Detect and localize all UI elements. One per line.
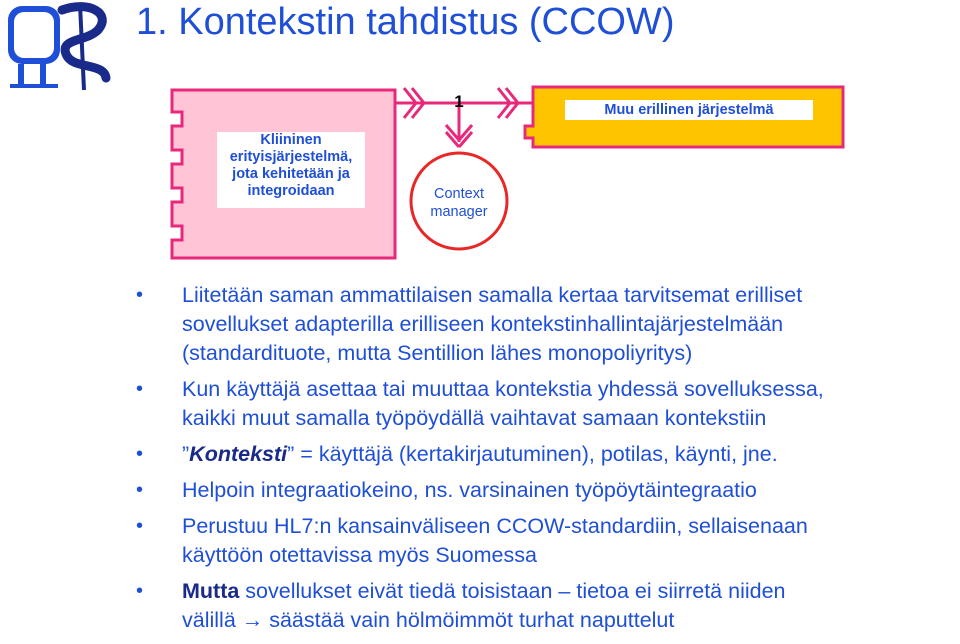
keyword-mutta: Mutta [182,579,240,603]
bullet-text: = käyttäjä (kertakirjautuminen), potilas, käynti, jne. [294,442,778,466]
keyword-konteksti: Konteksti [189,442,288,466]
bullet-line: • Helpoin integraatiokeino, ns. varsinainen työpöytäintegraatio [182,478,757,502]
bullet-line: välillä → säästää vain hölmöimmöt turhat naputtelut [182,608,675,632]
bullet-item [0,476,960,505]
bullet-line: • Perustuu HL7:n kansainväliseen CCOW-standardiin, sellaisenaan [182,514,808,538]
bullet-line: • Kun käyttäjä asettaa tai muuttaa kontekstia yhdessä sovelluksessa, [182,377,824,401]
page-title: 1. Kontekstin tahdistus (CCOW) [136,1,675,43]
left-system-label [217,132,365,208]
bullet-list [0,281,960,642]
bullet-item [0,577,960,635]
bullet-line: käyttöön otettavissa myös Suomessa [182,543,537,567]
bullet-line: • Liitetään saman ammattilaisen samalla kertaa tarvitsemat erilliset [182,283,803,307]
right-system-label: Muu erillinen järjestelmä [565,100,813,120]
context-manager-label-line: Context [434,186,484,202]
connector-number: 1 [454,92,464,111]
bullet-line: kaikki muut samalla työpöydällä vaihtavat samaan kontekstiin [182,406,767,430]
open-quote: ” [182,442,190,466]
context-manager-label [415,185,503,221]
left-system-label-line: Kliininen [260,132,322,148]
bullet-item [0,281,960,368]
left-system-label-line: jota kehitetään ja [232,166,350,182]
bullet-item [0,512,960,570]
bullet-item [0,375,960,433]
logo-icon [0,0,125,92]
left-system-label-line: erityisjärjestelmä, [229,149,353,165]
close-quote: ” [287,442,295,466]
bullet-line: (standardituote, mutta Sentillion lähes monopoliyritys) [182,341,693,365]
context-manager-label-line: manager [430,204,488,220]
bullet-line: sovellukset adapterilla erilliseen kontekstinhallintajärjestelmään [182,312,784,336]
left-system-label-line: integroidaan [247,183,335,199]
bullet-line [182,440,952,469]
bullet-item [0,440,960,469]
bullet-text: sovellukset eivät tiedä toisistaan – tietoa ei siirretä niiden [239,579,786,603]
bullet-line [182,577,952,606]
